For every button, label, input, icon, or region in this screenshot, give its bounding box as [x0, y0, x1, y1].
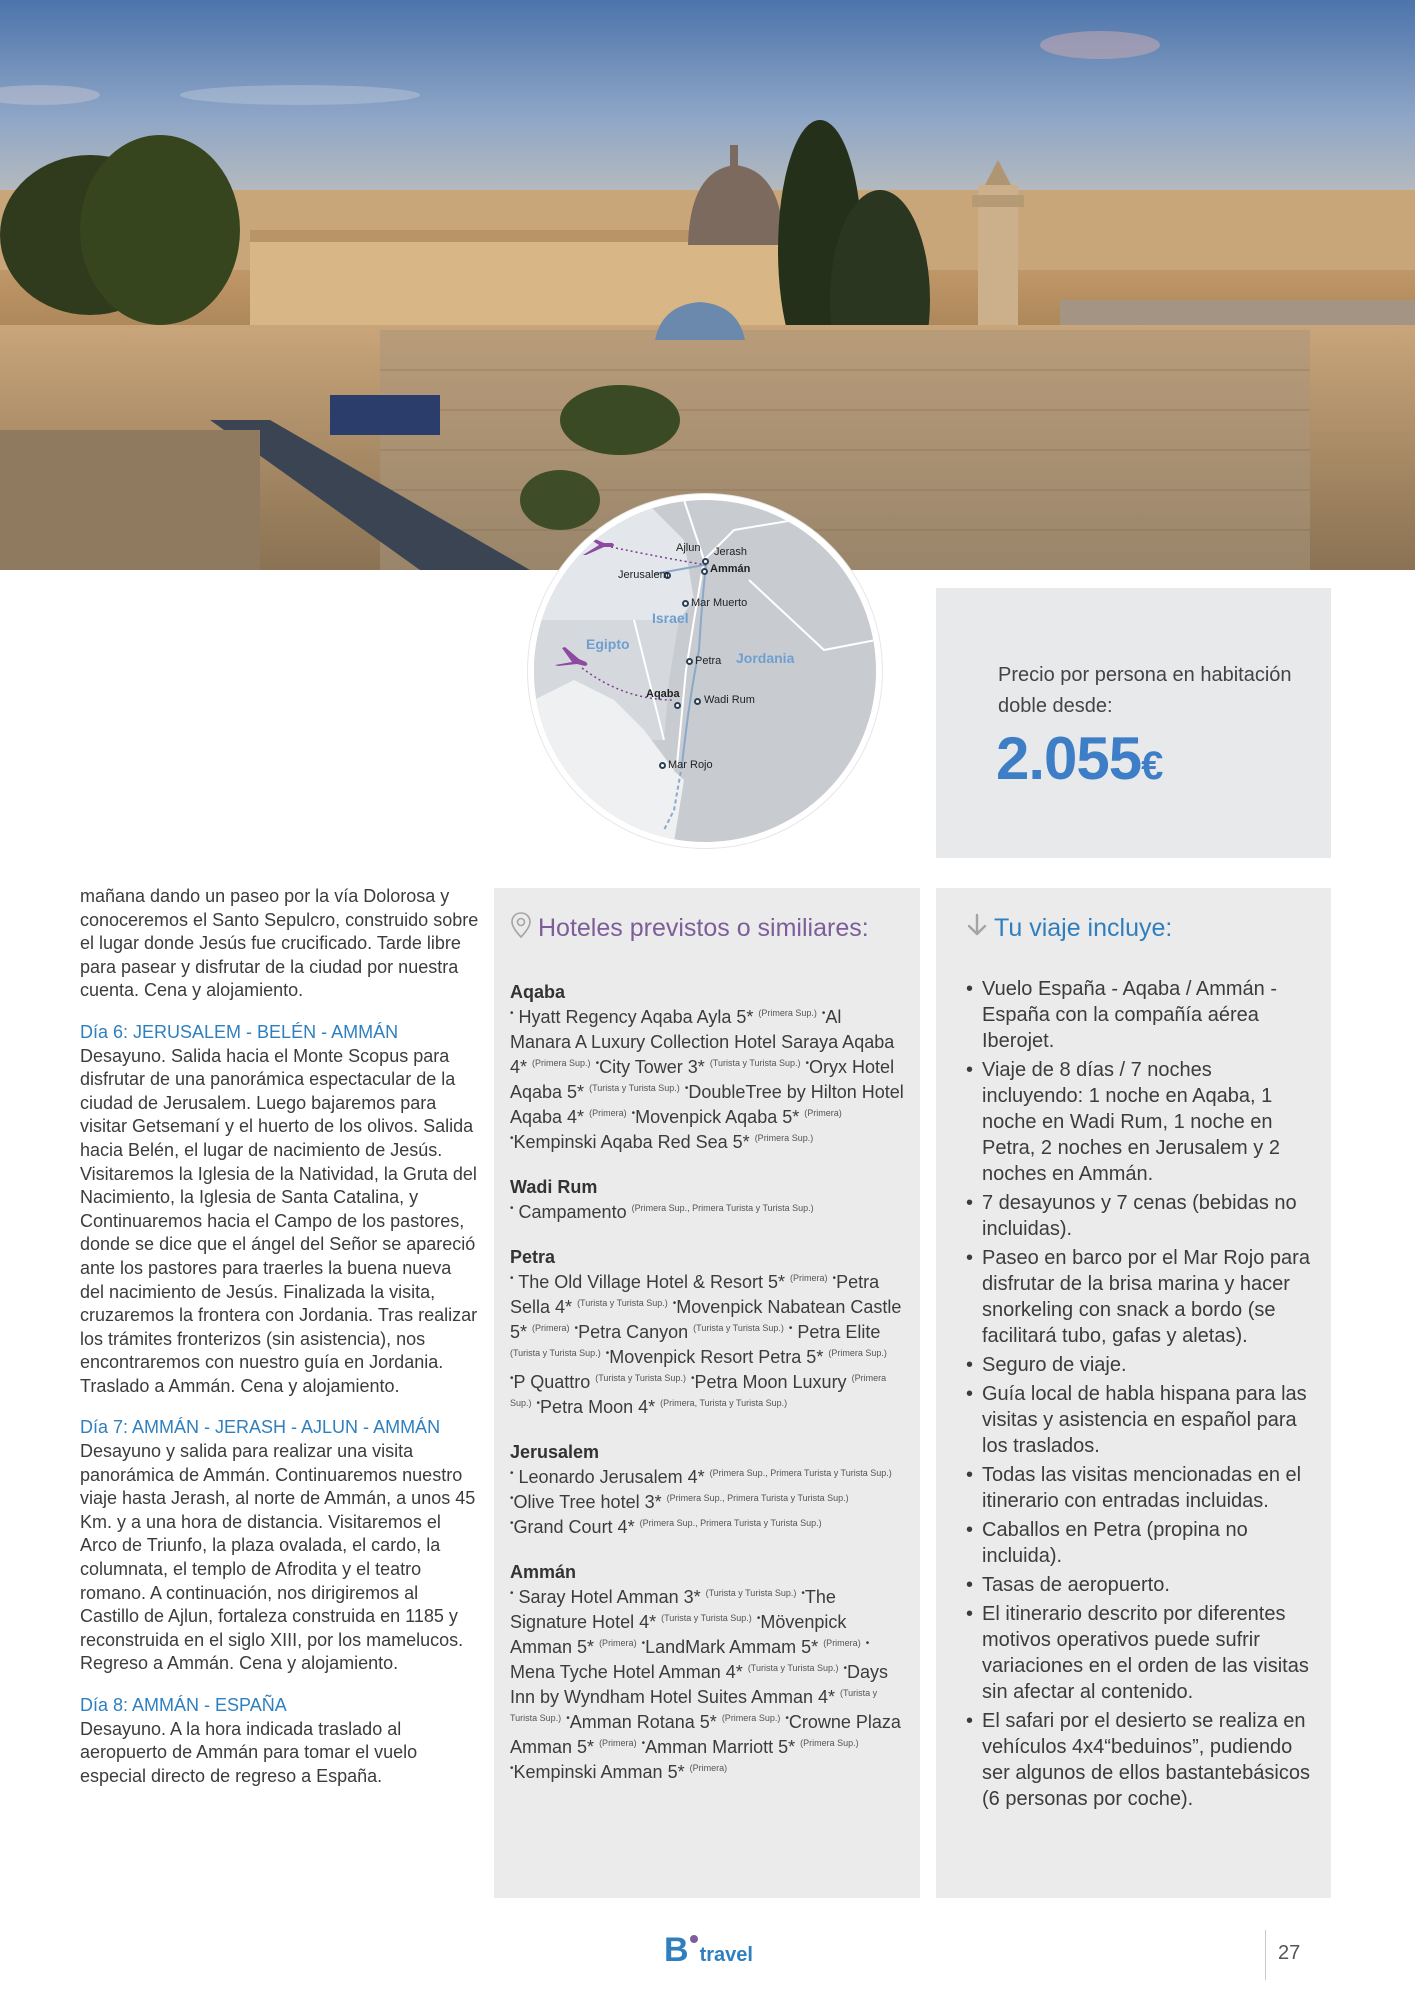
hotel-category: (Primera) — [804, 1108, 842, 1118]
map-dot-red-sea — [659, 762, 666, 769]
hotel-category: (Primera) — [532, 1323, 570, 1333]
map-label-red-sea: Mar Rojo — [668, 759, 713, 771]
hotel-category: (Primera Sup.) — [758, 1008, 817, 1018]
hotel-category: (Primera) — [599, 1738, 637, 1748]
hotel-name: Olive Tree hotel 3* — [513, 1492, 662, 1512]
map-label-aqaba: Aqaba — [646, 688, 680, 700]
hero-photo-jerusalem — [0, 0, 1415, 570]
hotel-name: Mena Tyche Hotel Amman 4* — [510, 1662, 743, 1682]
map-dot-ajlun — [702, 558, 709, 565]
hotels-heading — [510, 910, 904, 946]
includes-item: • El safari por el desierto se realiza en vehículos 4x4“beduinos”, pudiendo ser algunos de ellos bastantebásicos (6 personas por coche). — [966, 1708, 1311, 1812]
hotel-name: Leonardo Jerusalem 4* — [518, 1467, 705, 1487]
arrow-down-icon — [966, 913, 988, 944]
hotel-category: (Turista y Turista Sup.) — [709, 1058, 801, 1068]
hotel-category: (Primera Sup.) — [721, 1713, 781, 1723]
hotels-aqaba: • Hyatt Regency Aqaba Ayla 5* $^{(Primera Sup.)}$ •Al Manara A Luxury Collection Hotel Saraya Aqaba 4* $^{(Primera Sup.)}$ •City Tower 3* $^{(Turista y Turista Sup.)}$ •Oryx Hotel Aqaba 5* $^{(Turista y Turista Sup.)}$ •DoubleTree by Hilton Hotel Aqaba 4* $^{(Primera)}$ •Movenpick Aqaba 5* $^{(Primera)}$ •Kempinski Aqaba Red Sea 5* $^{(Primera Sup.)}$ — [510, 1007, 904, 1152]
hotel-name: City Tower 3* — [599, 1057, 705, 1077]
logo-word: travel — [699, 1944, 753, 1966]
hotels-wadi-rum: • Campamento $^{(Primera Sup., Primera Turista y Turista Sup.)}$ — [510, 1202, 814, 1222]
map-label-jerusalem: Jerusalem — [618, 569, 669, 581]
map-region-egypt: Egipto — [586, 636, 630, 652]
price-label: Precio por persona en habitación doble desde: — [998, 664, 1292, 717]
hotel-name: The Old Village Hotel & Resort 5* — [518, 1272, 786, 1292]
includes-item: • Paseo en barco por el Mar Rojo para disfrutar de la brisa marina y hacer snorkeling con snack a bordo (se facilitará tubo, gafas y aletas). — [966, 1245, 1311, 1349]
hotel-name: Movenpick Nabatean Castle 5* — [510, 1297, 902, 1342]
hotel-category: (Primera Sup., Primera Turista y Turista Sup.) — [666, 1493, 849, 1503]
city-amman: Ammán — [510, 1562, 577, 1582]
hotels-petra: • The Old Village Hotel & Resort 5* $^{(Primera)}$ •Petra Sella 4* $^{(Turista y Turista Sup.)}$ •Movenpick Nabatean Castle 5* $^{(Primera)}$ •Petra Canyon $^{(Turista y Turista Sup.)}$ • Petra Elite $^{(Turista y Turista Sup.)}$ •Movenpick Resort Petra 5* $^{(Primera Sup.)}$ •P Quattro $^{(Turista y Turista Sup.)}$ •Petra Moon Luxury $^{(Primera Sup.)}$ •Petra Moon 4* $^{(Primera, Turista y Turista Sup.)}$ — [510, 1272, 902, 1417]
includes-title: Tu viaje incluye: — [994, 913, 1173, 942]
day7-title: Día 7: AMMÁN - JERASH - AJLUN - AMMÁN — [80, 1417, 441, 1438]
location-pin-icon — [510, 912, 532, 945]
includes-panel — [936, 888, 1331, 1898]
city-petra: Petra — [510, 1247, 556, 1267]
hotel-name: Petra Sella 4* — [510, 1272, 880, 1317]
map-region-israel: Israel — [652, 610, 689, 626]
hotel-category: (Turista y Turista Sup.) — [705, 1588, 797, 1598]
city-aqaba: Aqaba — [510, 982, 566, 1002]
hotel-category: (Turista y Turista Sup.) — [747, 1663, 839, 1673]
includes-item: • Tasas de aeropuerto. — [966, 1572, 1311, 1598]
hotel-category: (Primera Sup., Primera Turista y Turista Sup.) — [631, 1203, 814, 1213]
map-dot-petra — [686, 658, 693, 665]
hotel-name: Movenpick Resort Petra 5* — [609, 1347, 824, 1367]
hotel-category: (Primera Sup.) — [828, 1348, 887, 1358]
hotels-jerusalem: • Leonardo Jerusalem 4* $^{(Primera Sup., Primera Turista y Turista Sup.)}$ •Olive Tree hotel 3* $^{(Primera Sup., Primera Turista y Turista Sup.)}$ •Grand Court 4* $^{(Primera Sup., Primera Turista y Turista Sup.)}$ — [510, 1467, 892, 1537]
includes-item: • Todas las visitas mencionadas en el itinerario con entradas incluidas. — [966, 1462, 1311, 1514]
btravel-logo — [664, 1933, 753, 1967]
hotel-category: (Turista y Turista Sup.) — [589, 1083, 680, 1093]
hotel-category: (Primera) — [589, 1108, 627, 1118]
city-wadi-rum: Wadi Rum — [510, 1177, 598, 1197]
hotels-panel — [494, 888, 920, 1898]
hotel-name: Al Manara A Luxury Collection Hotel Saraya Aqaba 4* — [510, 1007, 895, 1077]
hotel-name: Days Inn by Wyndham Hotel Suites Amman 4* — [510, 1662, 889, 1707]
hotel-name: Campamento — [518, 1202, 627, 1222]
hotel-name: Petra Canyon — [578, 1322, 689, 1342]
hotel-category: (Primera Sup.) — [510, 1373, 887, 1408]
hotel-name: Petra Elite — [797, 1322, 881, 1342]
hotel-category: (Turista y Turista Sup.) — [693, 1323, 784, 1333]
hotel-category: (Turista y Turista Sup.) — [510, 1688, 878, 1723]
map-label-amman: Ammán — [710, 563, 751, 575]
day8-text: Desayuno. A la hora indicada traslado al aeropuerto de Ammán para tomar el vuelo especial directo de regreso a España. — [80, 1718, 418, 1786]
price-box — [936, 588, 1331, 858]
hotel-name: DoubleTree by Hilton Hotel Aqaba 4* — [510, 1082, 904, 1127]
hotel-name: Amman Marriott 5* — [645, 1737, 796, 1757]
hotel-name: Grand Court 4* — [513, 1517, 635, 1537]
hotel-name: Kempinski Amman 5* — [513, 1762, 685, 1782]
hotel-category: (Turista y Turista Sup.) — [595, 1373, 686, 1383]
itinerary-column — [80, 885, 480, 1788]
map-label-petra: Petra — [695, 655, 722, 667]
map-dot-wadi-rum — [694, 698, 701, 705]
includes-item: • Vuelo España - Aqaba / Ammán - España con la compañía aérea Iberojet. — [966, 976, 1311, 1054]
hotel-category: (Primera Sup.) — [754, 1133, 814, 1143]
hotel-category: (Primera Sup.) — [800, 1738, 859, 1748]
day7-text: Desayuno y salida para realizar una visita panorámica de Ammán. Continuaremos nuestro viaje hasta Jerash, al norte de Ammán, a unos 45 Km. y a una hora de distancia. Visitaremos el Arco de Triunfo, la plaza ovalada, el cardo, la columnata, el templo de Afrodita y el teatro romano. A continuación, nos dirigiremos al Castillo de Ajlun, fortaleza construida en 1185 y reconstruida en el siglo XIII, por los mamelucos. Regreso a Ammán. Cena y alojamiento. — [80, 1441, 476, 1674]
hotel-name: P Quattro — [513, 1372, 591, 1392]
hotel-category: (Primera, Turista y Turista Sup.) — [660, 1398, 788, 1408]
hotel-category: (Primera Sup.) — [532, 1058, 591, 1068]
hotel-category: (Turista y Turista Sup.) — [661, 1613, 752, 1623]
day8-title: Día 8: AMMÁN - ESPAÑA — [80, 1695, 287, 1715]
hotels-title: Hoteles previstos o similiares: — [538, 913, 869, 942]
hotel-category: (Turista y Turista Sup.) — [577, 1298, 668, 1308]
route-map — [528, 494, 882, 848]
hotel-name: Petra Moon 4* — [540, 1397, 656, 1417]
price-amount: 2.055 — [996, 725, 1142, 792]
hotel-category: (Primera) — [599, 1638, 637, 1648]
map-dot-amman — [701, 568, 708, 575]
includes-heading — [966, 910, 1311, 946]
hotel-name: Crowne Plaza Amman 5* — [510, 1712, 901, 1757]
hotel-category: (Turista y Turista Sup.) — [510, 1348, 601, 1358]
logo-letter: B — [664, 1931, 689, 1969]
includes-list — [966, 976, 1311, 1812]
map-label-dead-sea: Mar Muerto — [691, 597, 748, 609]
map-dot-aqaba — [674, 702, 681, 709]
hotel-name: LandMark Ammam 5* — [645, 1637, 819, 1657]
city-jerusalem: Jerusalem — [510, 1442, 600, 1462]
logo-dot — [690, 1935, 698, 1943]
itinerary-intro: mañana dando un paseo por la vía Dolorosa y conoceremos el Santo Sepulcro, construido sobre el lugar donde Jesús fue crucificado. Tarde libre para pasear y disfrutar de la ciudad por nuestra cuenta. Cena y alojamiento. — [80, 886, 479, 1001]
hotels-amman: • Saray Hotel Amman 3* $^{(Turista y Turista Sup.)}$ •The Signature Hotel 4* $^{(Turista y Turista Sup.)}$ •Mövenpick Amman 5* $^{(Primera)}$ •LandMark Ammam 5* $^{(Primera)}$ • Mena Tyche Hotel Amman 4* $^{(Turista y Turista Sup.)}$ •Days Inn by Wyndham Hotel Suites Amman 4* $^{(Turista y Turista Sup.)}$ •Amman Rotana 5* $^{(Primera Sup.)}$ •Crowne Plaza Amman 5* $^{(Primera)}$ •Amman Marriott 5* $^{(Primera Sup.)}$ •Kempinski Amman 5* $^{(Primera)}$ — [510, 1587, 901, 1782]
page-number-divider — [1265, 1930, 1266, 1980]
map-label-ajlun: Ajlun — [676, 542, 701, 554]
price-currency: € — [1141, 744, 1163, 788]
hotel-name: Amman Rotana 5* — [569, 1712, 717, 1732]
hotel-name: Oryx Hotel Aqaba 5* — [510, 1057, 895, 1102]
includes-item: • 7 desayunos y 7 cenas (bebidas no incluidas). — [966, 1190, 1311, 1242]
hotel-category: (Primera) — [823, 1638, 861, 1648]
hotel-name: Mövenpick Amman 5* — [510, 1612, 847, 1657]
day6-title: Día 6: JERUSALEM - BELÉN - AMMÁN — [80, 1021, 399, 1042]
hotel-name: The Signature Hotel 4* — [510, 1587, 836, 1632]
includes-item: • Guía local de habla hispana para las visitas y asistencia en español para los traslados. — [966, 1381, 1311, 1459]
hotel-category: (Primera) — [689, 1763, 728, 1773]
map-label-jerash: Jerash — [714, 546, 748, 558]
day6-text: Desayuno. Salida hacia el Monte Scopus para disfrutar de una panorámica espectacular de la ciudad de Jerusalem. Luego bajaremos para visitar Getsemaní y el huerto de los olivos. Salida hacia Belén, el lugar de nacimiento de Jesús. Visitaremos la Iglesia de la Natividad, la Gruta del Nacimiento, la Iglesia de Santa Catalina, y Continuaremos hacia el Campo de los pastores, donde se dice que el ángel del Señor se apareció ante los pastores para traerles la buena nueva del nacimiento de Jesús. Finalizada la visita, cruzaremos la frontera con Jordania. Tras realizar los trámites fronterizos (sin asistencia), nos encontraremos con nuestro guía en Jordania. Traslado a Ammán. Cena y alojamiento. — [80, 1045, 478, 1396]
hotel-category: (Primera Sup., Primera Turista y Turista Sup.) — [709, 1468, 892, 1478]
hotel-name: Kempinski Aqaba Red Sea 5* — [513, 1132, 750, 1152]
hotel-name: Hyatt Regency Aqaba Ayla 5* — [518, 1007, 754, 1027]
includes-item: • El itinerario descrito por diferentes motivos operativos puede sufrir variaciones en el orden de las visitas sin afectar al contenido. — [966, 1601, 1311, 1705]
map-dot-dead-sea — [682, 600, 689, 607]
hotel-name: Saray Hotel Amman 3* — [518, 1587, 701, 1607]
hotel-category: (Primera Sup., Primera Turista y Turista Sup.) — [639, 1518, 822, 1528]
includes-item: • Seguro de viaje. — [966, 1352, 1311, 1378]
includes-item: • Caballos en Petra (propina no incluida). — [966, 1517, 1311, 1569]
page-number: 27 — [1278, 1942, 1301, 1964]
hotel-name: Movenpick Aqaba 5* — [635, 1107, 800, 1127]
includes-item: • Viaje de 8 días / 7 noches incluyendo: 1 noche en Aqaba, 1 noche en Wadi Rum, 1 noche en Petra, 2 noches en Jerusalem y 2 noches en Ammán. — [966, 1057, 1311, 1187]
hotel-category: (Primera) — [790, 1273, 828, 1283]
map-label-wadi-rum: Wadi Rum — [704, 694, 755, 706]
hotel-name: Petra Moon Luxury — [694, 1372, 847, 1392]
price-value — [996, 724, 1162, 793]
map-region-jordan: Jordania — [736, 650, 795, 666]
